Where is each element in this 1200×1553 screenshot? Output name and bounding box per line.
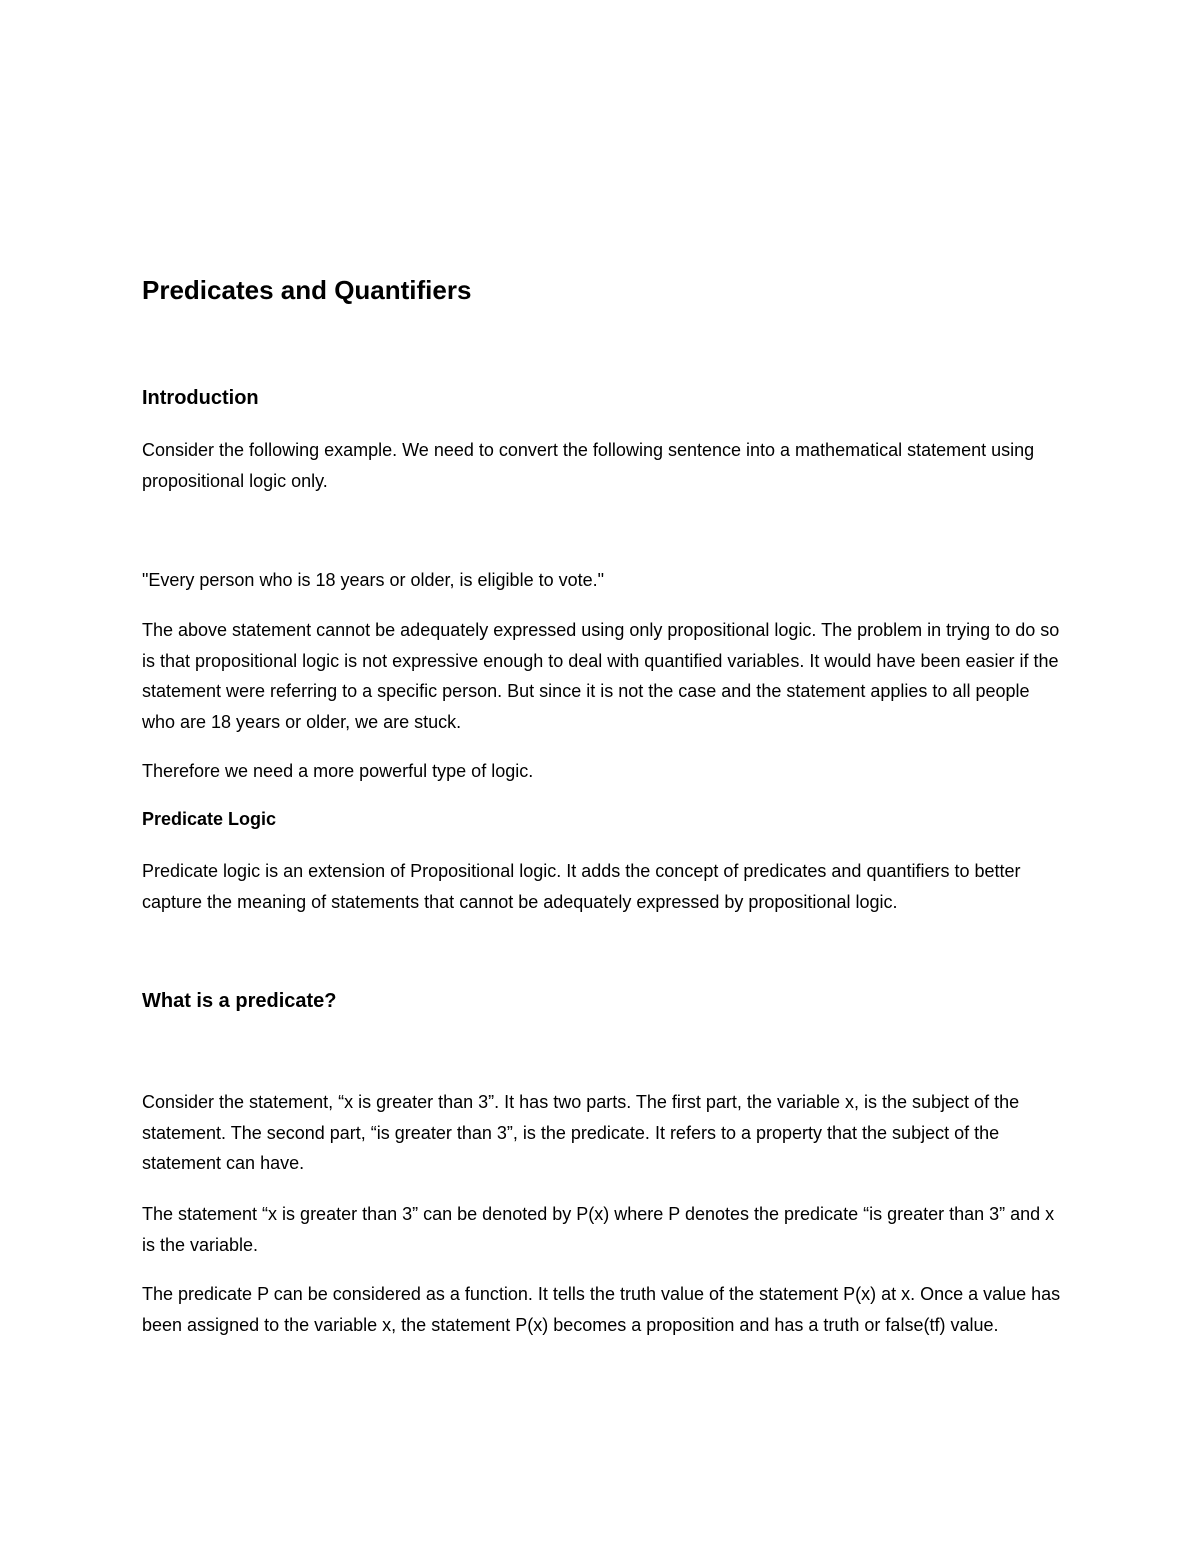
page-title: Predicates and Quantifiers [142, 275, 472, 305]
predicate-function-paragraph: The predicate P can be considered as a function. It tells the truth value of the statement P(x) at x. Once a value has been assigned to the variable x, the statement P(x) becomes a proposition and has a truth or false(tf) value. [142, 1284, 1061, 1335]
conclusion-paragraph: Therefore we need a more powerful type of logic. [142, 761, 534, 781]
intro-paragraph: Consider the following example. We need to convert the following sentence into a mathematical statement using propositional logic only. [142, 440, 1035, 491]
predicate-example-paragraph: Consider the statement, “x is greater than 3”. It has two parts. The first part, the variable x, is the subject of the statement. The second part, “is greater than 3”, is the predicate. It refers to a property that the subject of the statement can have. [142, 1092, 1020, 1173]
section-heading-introduction: Introduction [142, 387, 259, 409]
section-heading-predicate-logic: Predicate Logic [142, 809, 277, 829]
example-quote: "Every person who is 18 years or older, is eligible to vote." [142, 570, 605, 590]
explanation-paragraph: The above statement cannot be adequately expressed using only propositional logic. The problem in trying to do so is that propositional logic is not expressive enough to deal with quantified variables. It would have been easier if the statement were referring to a specific person. But since it is not the case and the statement applies to all people who are 18 years or older, we are stuck. [142, 620, 1060, 732]
section-heading-what-is-predicate: What is a predicate? [142, 990, 337, 1012]
predicate-logic-paragraph: Predicate logic is an extension of Propositional logic. It adds the concept of predicates and quantifiers to better capture the meaning of statements that cannot be adequately expressed by propositional logic. [142, 861, 1021, 912]
predicate-notation-paragraph: The statement “x is greater than 3” can be denoted by P(x) where P denotes the predicate “is greater than 3” and x is the variable. [142, 1204, 1055, 1255]
